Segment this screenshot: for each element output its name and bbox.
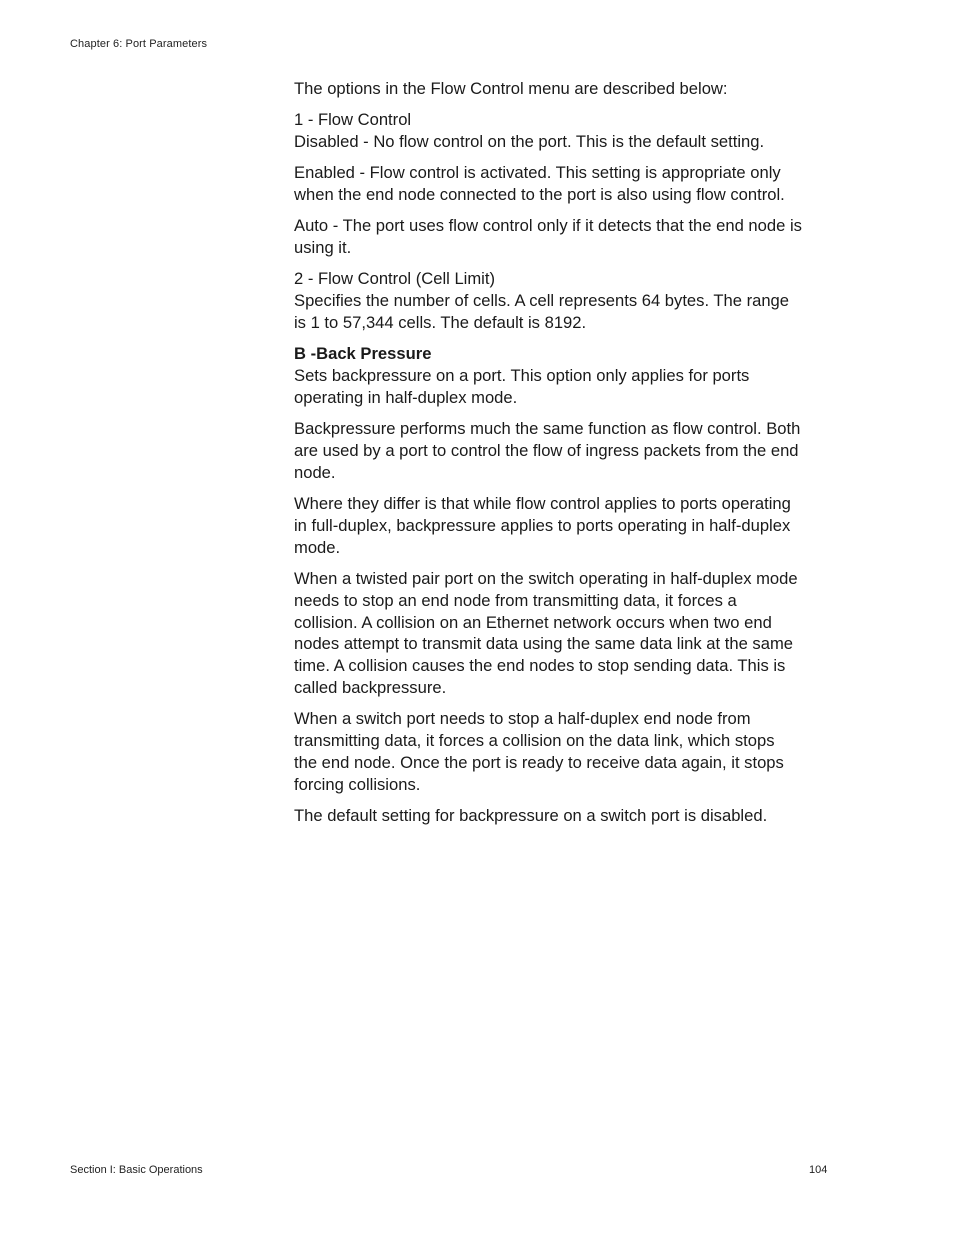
page-number: 104 (809, 1164, 828, 1176)
back-pressure-description: Sets backpressure on a port. This option only applies for ports operating in half-duplex mode. (294, 365, 750, 407)
enabled-description: Enabled - Flow control is activated. This setting is appropriate only when the end node connected to the port is also using flow control. (294, 163, 785, 204)
auto-description: Auto - The port uses flow control only if it detects that the end node is using it. (294, 216, 802, 257)
disabled-description: Disabled - No flow control on the port. This is the default setting. (294, 132, 765, 151)
similarity-paragraph: Backpressure performs much the same function as flow control. Both are used by a port to control the flow of ingress packets from the end node. (294, 418, 801, 482)
flow-control-heading: 1 - Flow Control (294, 110, 412, 130)
switch-port-paragraph: When a switch port needs to stop a half-duplex end node from transmitting data, it forces a collision on the data link, which stops the end node. Once the port is ready to receive data again, it stops forcing collisions. (294, 709, 784, 795)
running-header: Chapter 6: Port Parameters (70, 38, 208, 50)
default-setting-paragraph: The default setting for backpressure on a switch port is disabled. (294, 806, 768, 826)
intro-paragraph: The options in the Flow Control menu are described below: (294, 79, 728, 98)
collision-paragraph: When a twisted pair port on the switch operating in half-duplex mode needs to stop an end node from transmitting data, it forces a collision. A collision on an Ethernet network occurs when two end nodes attempt to transmit data using the same data link at the same time. A collision causes the end nodes to stop sending data. This is called backpressure. (294, 568, 798, 698)
cell-limit-heading: 2 - Flow Control (Cell Limit) (294, 269, 496, 289)
difference-paragraph: Where they differ is that while flow control applies to ports operating in full-duplex, backpressure applies to ports operating in half-duplex mode. (294, 493, 791, 557)
cell-limit-description: Specifies the number of cells. A cell represents 64 bytes. The range is 1 to 57,344 cells. The default is 8192. (294, 291, 790, 332)
body-column (294, 78, 802, 836)
flow-control-block (294, 109, 802, 153)
cell-limit-block (294, 268, 802, 334)
back-pressure-heading: B -Back Pressure (294, 344, 432, 363)
footer-section-label: Section I: Basic Operations (70, 1164, 203, 1176)
back-pressure-block (294, 343, 802, 409)
